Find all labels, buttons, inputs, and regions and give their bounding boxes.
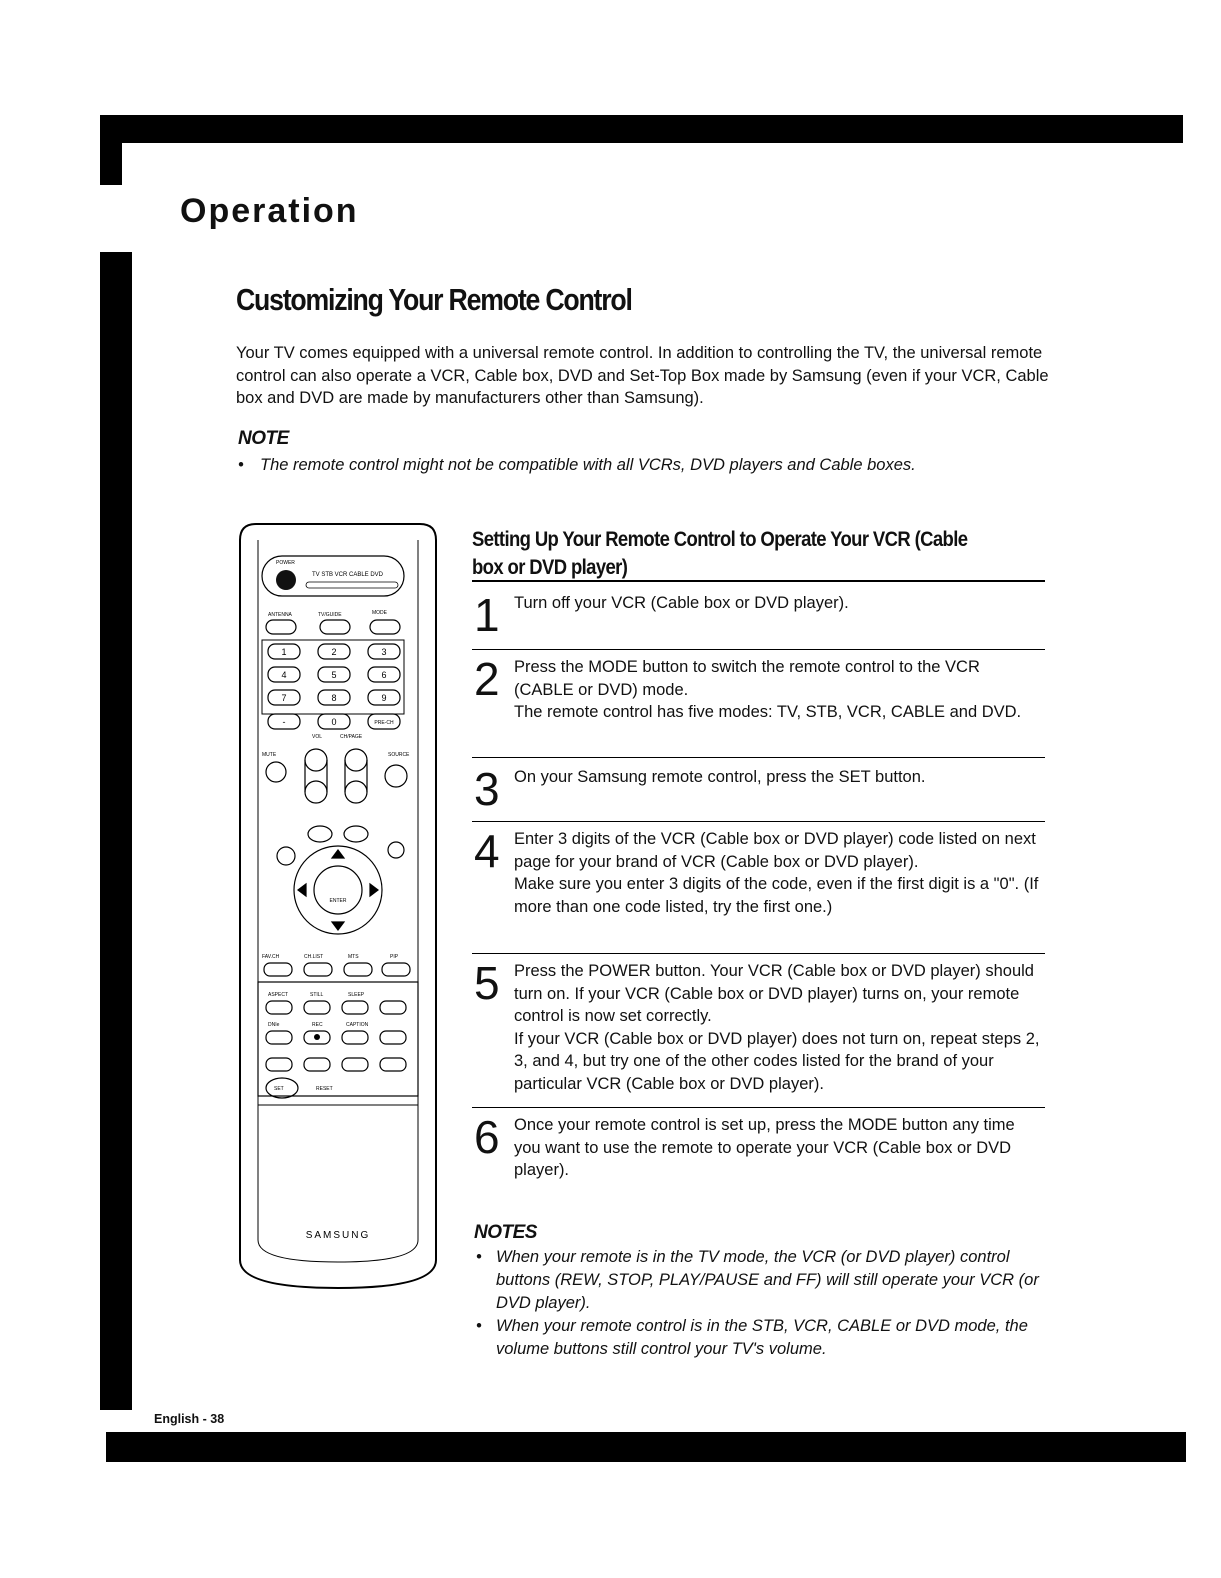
key-dash: -	[282, 717, 286, 727]
header-bar-stub	[100, 115, 122, 185]
key-7: 7	[281, 693, 287, 703]
dnie-label: DNIe	[268, 1022, 280, 1028]
step-text: On your Samsung remote control, press the SET button.	[514, 768, 926, 786]
caption-label: CAPTION	[346, 1022, 369, 1028]
step-text: Turn off your VCR (Cable box or DVD player).	[514, 594, 849, 612]
step-2	[472, 653, 1045, 758]
intro-paragraph: Your TV comes equipped with a universal remote control. In addition to controlling the TV, the universal remote control can also operate a VCR, Cable box, DVD and Set-Top Box made by Samsung (even if your VCR, Cable box and DVD are made by manufacturers other than Samsung).	[236, 344, 1049, 407]
key-4: 4	[281, 670, 287, 680]
reset-label: RESET	[316, 1086, 333, 1092]
step-number: 5	[474, 957, 500, 1009]
bullet-icon: •	[476, 1248, 482, 1266]
footer-bar	[106, 1432, 1186, 1462]
chlist-label: CH.LIST	[304, 954, 324, 960]
tvguide-label: TV/GUIDE	[318, 612, 342, 618]
enter-label: ENTER	[329, 898, 347, 904]
page-footer: English - 38	[154, 1412, 225, 1426]
favch-label: FAV.CH	[262, 954, 280, 960]
setup-heading: Setting Up Your Remote Control to Operate Your VCR (Cable box or DVD player)	[472, 528, 968, 579]
set-label: SET	[274, 1086, 284, 1092]
note-label: NOTE	[238, 428, 289, 449]
source-label: SOURCE	[388, 752, 410, 758]
key-8: 8	[331, 693, 337, 703]
step-number: 6	[474, 1111, 500, 1163]
bullet-icon: •	[476, 1317, 482, 1335]
rec-label: REC	[312, 1022, 323, 1028]
key-2: 2	[331, 647, 337, 657]
power-label: POWER	[276, 560, 295, 566]
key-prech: PRE-CH	[374, 720, 394, 726]
step-1	[472, 589, 1045, 650]
notes-item: • When your remote control is in the STB, VCR, CABLE or DVD mode, the volume buttons still control your TV's volume.	[476, 1317, 1028, 1358]
step-number: 1	[474, 589, 500, 641]
remote-control-illustration	[232, 520, 444, 1290]
note-list	[238, 454, 1038, 476]
step-6	[472, 1111, 1045, 1190]
pip-label: PIP	[390, 954, 399, 960]
mts-label: MTS	[348, 954, 359, 960]
key-9: 9	[381, 693, 387, 703]
mode-label: MODE	[372, 610, 387, 616]
brand-label: SAMSUNG	[305, 1230, 371, 1241]
key-3: 3	[381, 647, 387, 657]
step-number: 2	[474, 653, 500, 705]
aspect-label: ASPECT	[268, 992, 289, 998]
key-6: 6	[381, 670, 387, 680]
step-number: 3	[474, 763, 500, 815]
step-number: 4	[474, 825, 500, 877]
sleep-label: SLEEP	[348, 992, 365, 998]
section-title: Operation	[180, 192, 359, 230]
step-text: Once your remote control is set up, press the MODE button any time you want to use the remote to operate your VCR (Cable box or DVD player).	[514, 1116, 1015, 1179]
power-button	[276, 570, 296, 590]
key-1: 1	[281, 647, 287, 657]
step-text: Press the POWER button. Your VCR (Cable box or DVD player) should turn on. If your VCR (Cable box or DVD player) turns on, your remote control is now set correctly. If your VCR (Cable box or DVD player) does not turn on, repeat steps 2, 3, and 4, but try one of the other codes listed for the brand of your particular VCR (Cable box or DVD player).	[514, 962, 1040, 1093]
bullet-icon: •	[238, 456, 244, 474]
page-heading: Customizing Your Remote Control	[236, 282, 632, 317]
step-4	[472, 825, 1045, 954]
notes-list	[474, 1246, 1049, 1361]
mute-label: MUTE	[262, 752, 277, 758]
vol-label: VOL	[312, 734, 323, 740]
antenna-label: ANTENNA	[268, 612, 292, 618]
ch-label: CH/PAGE	[340, 734, 363, 740]
notes-label: NOTES	[474, 1222, 537, 1243]
step-text: Enter 3 digits of the VCR (Cable box or DVD player) code listed on next page for your brand of VCR (Cable box or DVD player). Make sure you enter 3 digits of the code, even if the first digit is a "0". (If more than one code listed, try the first one.)	[514, 830, 1039, 916]
notes-item: • When your remote is in the TV mode, the VCR (or DVD player) control buttons (REW, STOP, PLAY/PAUSE and FF) will still operate your VCR (or DVD player).	[476, 1248, 1039, 1312]
step-text: Press the MODE button to switch the remote control to the VCR (CABLE or DVD) mode. The remote control has five modes: TV, STB, VCR, CABLE and DVD.	[514, 658, 1022, 721]
modes-label: TV STB VCR CABLE DVD	[312, 572, 384, 578]
key-0: 0	[331, 717, 337, 727]
header-bar	[100, 115, 1183, 143]
side-bar	[100, 252, 132, 1410]
step-5	[472, 957, 1045, 1108]
setup-heading-rule	[472, 580, 1045, 582]
note-item: • The remote control might not be compatible with all VCRs, DVD players and Cable boxes.	[238, 456, 916, 474]
step-3	[472, 763, 1045, 822]
still-label: STILL	[310, 992, 324, 998]
key-5: 5	[331, 670, 337, 680]
